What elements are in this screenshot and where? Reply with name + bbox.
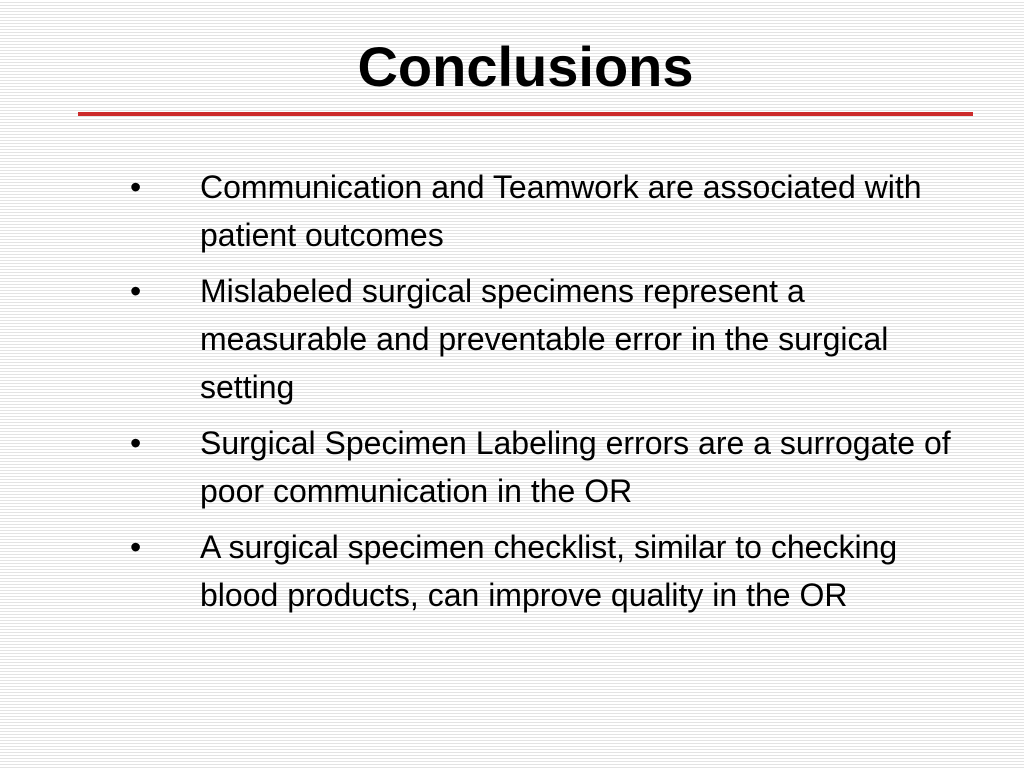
bullet-item xyxy=(130,523,960,619)
bullet-icon: • xyxy=(130,425,142,461)
bullet-list xyxy=(130,163,960,627)
bullet-item xyxy=(130,419,960,515)
bullet-text: Surgical Specimen Labeling errors are a surrogate of poor communication in the OR xyxy=(200,425,951,509)
title-divider xyxy=(78,112,973,116)
bullet-text: Mislabeled surgical specimens represent a measurable and preventable error in the surgical setting xyxy=(200,273,889,405)
bullet-item xyxy=(130,267,960,411)
bullet-icon: • xyxy=(130,273,142,309)
bullet-item xyxy=(130,163,960,259)
bullet-icon: • xyxy=(130,169,142,205)
slide-title: Conclusions xyxy=(357,35,694,98)
bullet-text: Communication and Teamwork are associated with patient outcomes xyxy=(200,169,922,253)
bullet-text: A surgical specimen checklist, similar to checking blood products, can improve quality in the OR xyxy=(200,529,898,613)
bullet-icon: • xyxy=(130,529,142,565)
